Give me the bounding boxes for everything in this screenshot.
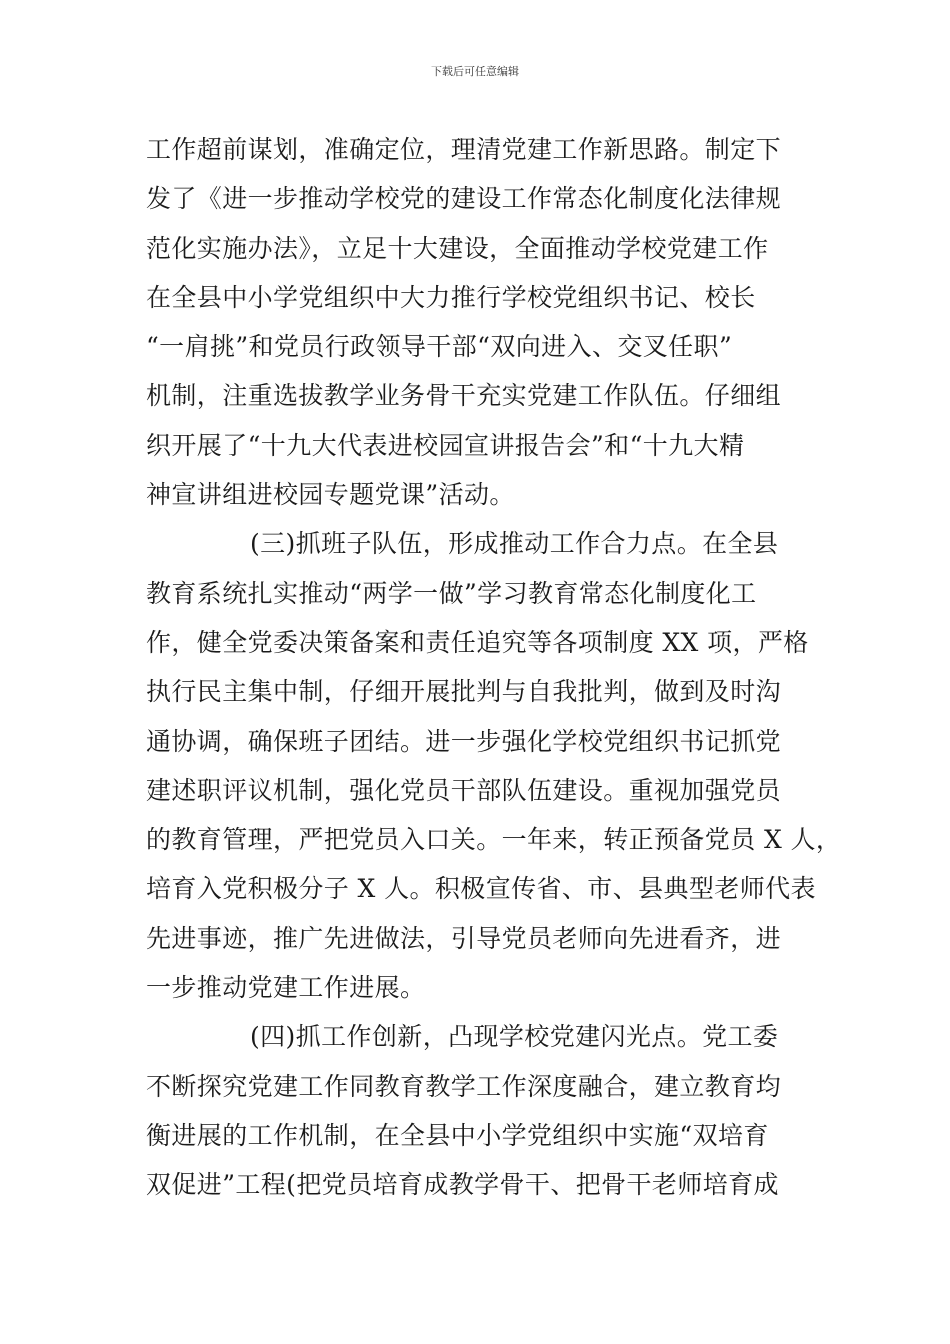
page-header: 下载后可任意编辑	[431, 65, 519, 78]
paragraph-first-line: (三)抓班子队伍，形成推动工作合力点。在全县	[250, 529, 779, 559]
text-line: 神宣讲组进校园专题党课”活动。	[146, 480, 515, 510]
paragraph-first-line: (四)抓工作创新，凸现学校党建闪光点。党工委	[250, 1022, 779, 1052]
text-line: 先进事迹，推广先进做法，引导党员老师向先进看齐，进	[146, 923, 782, 953]
text-line: 执行民主集中制，仔细开展批判与自我批判，做到及时沟	[146, 677, 782, 707]
text-line: 教育系统扎实推动“两学一做”学习教育常态化制度化工	[146, 578, 757, 608]
text-line: 衡进展的工作机制，在全县中小学党组织中实施“双培育	[146, 1120, 769, 1150]
text-line: 通协调，确保班子团结。进一步强化学校党组织书记抓党	[146, 726, 782, 756]
text-line: 作，健全党委决策备案和责任追究等各项制度 XX 项，严格	[146, 627, 809, 657]
text-line: 工作超前谋划，准确定位，理清党建工作新思路。制定下	[146, 135, 782, 164]
text-line: 建述职评议机制，强化党员干部队伍建设。重视加强党员	[146, 775, 782, 805]
text-line: 机制，注重选拔教学业务骨干充实党建工作队伍。仔细组	[146, 381, 782, 411]
text-line: 在全县中小学党组织中大力推行学校党组织书记、校长	[146, 282, 756, 312]
text-line: 一步推动党建工作进展。	[146, 973, 426, 1003]
text-line: 双促进”工程(把党员培育成教学骨干、把骨干老师培育成	[146, 1170, 779, 1200]
text-line: 的教育管理，严把党员入口关。一年来，转正预备党员 X 人，	[146, 825, 842, 855]
text-line: 培育入党积极分子 X 人。积极宣传省、市、县典型老师代表	[146, 874, 816, 904]
text-line: 范化实施办法》，立足十大建设，全面推动学校党建工作	[146, 233, 769, 263]
document-body	[146, 130, 842, 1215]
text-line: 织开展了“十九大代表进校园宣讲报告会”和“十九大精	[146, 430, 745, 460]
text-line: 不断探究党建工作同教育教学工作深度融合，建立教育均	[146, 1071, 782, 1101]
text-line: 发了《进一步推动学校党的建设工作常态化制度化法律规	[146, 184, 782, 214]
text-line: “一肩挑”和党员行政领导干部“双向进入、交叉任职”	[146, 332, 733, 362]
